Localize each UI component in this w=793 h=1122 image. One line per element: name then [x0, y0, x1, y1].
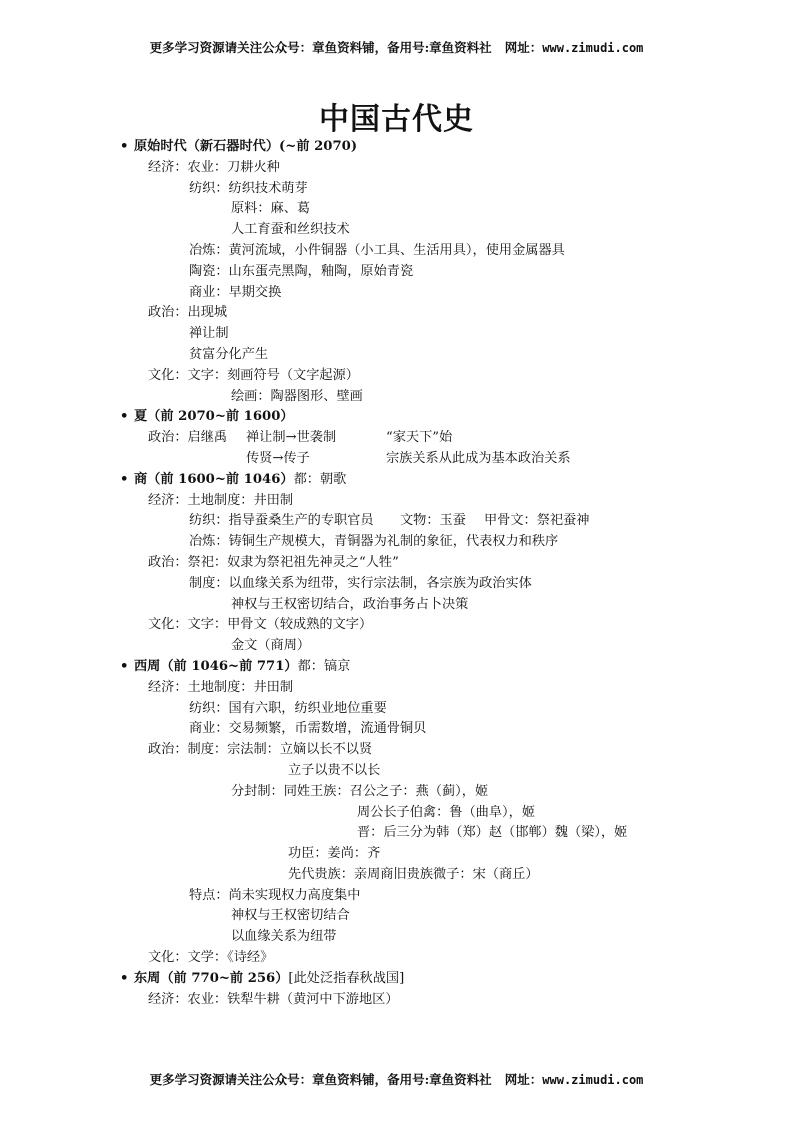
bullet-icon: • [120, 409, 129, 425]
bullet-icon: • [120, 970, 129, 986]
outline-line [0, 615, 793, 636]
outline-line [0, 428, 793, 449]
outline-line [0, 782, 793, 803]
outline-line [0, 823, 793, 844]
outline-line [0, 678, 793, 699]
section-heading [0, 407, 793, 428]
outline-text: “家天下”始 [386, 430, 453, 446]
bottom-banner [0, 1070, 793, 1088]
outline-text: 分封制：同姓王族：召公之子：燕（蓟），姬 [231, 783, 489, 799]
outline-text: 陶瓷：山东蛋壳黑陶，釉陶，原始青瓷 [189, 263, 414, 279]
outline-line [0, 740, 793, 761]
outline-text: 文化：文字：刻画符号（文字起源） [148, 367, 359, 383]
bullet-icon: • [120, 658, 129, 674]
outline-text: 原料：麻、葛 [231, 201, 311, 217]
outline-text: 经济：农业：刀耕火种 [148, 159, 280, 175]
outline-line [0, 283, 793, 304]
outline-text: 纺织：纺织技术萌芽 [189, 180, 308, 196]
section-heading [0, 470, 793, 491]
outline-text: 文化：文学：《诗经》 [148, 950, 274, 966]
section-heading-text: 商（前 1600~前 1046）都：朝歌 [134, 471, 347, 487]
outline-text: 周公长子伯禽：鲁（曲阜），姬 [357, 804, 536, 820]
outline-line [0, 990, 793, 1011]
outline-line [0, 199, 793, 220]
outline-text: 商业：交易频繁，币需数增，流通骨铜贝 [189, 721, 427, 737]
outline-line [0, 927, 793, 948]
outline-text: 冶炼：铸铜生产规模大，青铜器为礼制的象征，代表权力和秩序 [189, 534, 559, 550]
outline-text: 宗族关系从此成为基本政治关系 [386, 450, 571, 466]
outline-line [0, 345, 793, 366]
outline-line [0, 844, 793, 865]
outline-text: 先代贵族：亲周商旧贵族微子：宋（商丘） [288, 866, 539, 882]
outline-text: 立子以贵不以长 [288, 762, 381, 778]
outline-content [0, 137, 793, 1010]
outline-line [0, 595, 793, 616]
outline-text: 经济：土地制度：井田制 [148, 492, 294, 508]
outline-line [0, 699, 793, 720]
outline-text: 传贤→传子 [246, 450, 310, 466]
section-heading-note: 都：镐京 [297, 658, 351, 674]
section-heading-text: 夏（前 2070~前 1600） [134, 409, 294, 425]
outline-line [0, 158, 793, 179]
section-heading-note: 都：朝歌 [293, 471, 347, 487]
outline-line [0, 719, 793, 740]
outline-line [0, 324, 793, 345]
outline-line [0, 761, 793, 782]
outline-line [0, 553, 793, 574]
outline-line [0, 574, 793, 595]
outline-text: 绘画：陶器图形、壁画 [231, 388, 363, 404]
outline-text: 神权与王权密切结合 [231, 908, 350, 924]
outline-text: 政治：制度：宗法制：立嫡以长不以贤 [148, 742, 373, 758]
outline-text: 文物：玉蚕 [400, 513, 466, 529]
outline-text: 特点：尚未实现权力高度集中 [189, 887, 361, 903]
section-heading [0, 657, 793, 678]
outline-line [0, 449, 793, 470]
outline-text: 功臣：姜尚：齐 [288, 846, 381, 862]
outline-text: 神权与王权密切结合，政治事务占卜决策 [231, 596, 469, 612]
outline-text: 禅让制 [189, 326, 229, 342]
section-heading-text: 西周（前 1046~前 771）都：镐京 [134, 658, 351, 674]
outline-text: 纺织：指导蚕桑生产的专职官员 [189, 513, 374, 529]
outline-text: 冶炼：黄河流域，小件铜器（小工具、生活用具），使用金属器具 [189, 242, 565, 258]
outline-text: 甲骨文：祭祀蚕神 [484, 513, 590, 529]
outline-text: 经济：农业：铁犁牛耕（黄河中下游地区） [148, 991, 399, 1007]
outline-line [0, 241, 793, 262]
section-heading-note: [此处泛指春秋战国] [288, 970, 405, 986]
bullet-icon: • [120, 471, 129, 487]
outline-line [0, 387, 793, 408]
outline-text: 商业：早期交换 [189, 284, 282, 300]
banner-url-label: 网址： [504, 40, 543, 55]
bullet-icon: • [120, 139, 129, 154]
top-banner [0, 38, 793, 56]
outline-text: 政治：出现城 [148, 305, 228, 321]
banner-text: 更多学习资源请关注公众号：章鱼资料铺，备用号:章鱼资料社 [149, 1072, 492, 1087]
outline-text: 制度：以血缘关系为纽带，实行宗法制，各宗族为政治实体 [189, 575, 532, 591]
outline-line [0, 220, 793, 241]
outline-line [0, 865, 793, 886]
outline-line [0, 803, 793, 824]
outline-text: 经济：土地制度：井田制 [148, 679, 294, 695]
outline-line [0, 511, 793, 532]
outline-text: 人工育蚕和丝织技术 [231, 222, 350, 238]
outline-text: 晋：后三分为韩（郑）赵（邯郸）魏（梁），姬 [357, 825, 628, 841]
section-heading-text: 原始时代（新石器时代）(~前 2070) [134, 139, 358, 154]
banner-url-label: 网址： [504, 1072, 543, 1087]
outline-line [0, 532, 793, 553]
banner-text: 更多学习资源请关注公众号：章鱼资料铺，备用号:章鱼资料社 [149, 40, 492, 55]
banner-url-link[interactable]: www.zimudi.com [542, 1073, 644, 1087]
outline-text: 以血缘关系为纽带 [231, 929, 337, 945]
outline-text: 政治：祭祀：奴隶为祭祀祖先神灵之“人牲” [148, 554, 399, 570]
outline-text: 禅让制→世袭制 [246, 430, 337, 446]
banner-url-link[interactable]: www.zimudi.com [542, 41, 644, 55]
outline-text: 文化：文字：甲骨文（较成熟的文字） [148, 617, 373, 633]
outline-line [0, 491, 793, 512]
section-heading [0, 969, 793, 990]
outline-line [0, 262, 793, 283]
outline-text: 贫富分化产生 [189, 346, 269, 362]
outline-line [0, 179, 793, 200]
outline-line [0, 948, 793, 969]
outline-line [0, 906, 793, 927]
outline-line [0, 366, 793, 387]
outline-text: 金文（商周） [231, 638, 311, 654]
outline-line [0, 303, 793, 324]
outline-text: 纺织：国有六职，纺织业地位重要 [189, 700, 387, 716]
outline-text: 政治：启继禹 [148, 430, 228, 446]
document-title: 中国古代史 [319, 102, 474, 137]
outline-line [0, 636, 793, 657]
outline-line [0, 886, 793, 907]
section-heading-text: 东周（前 770~前 256）[此处泛指春秋战国] [134, 970, 405, 986]
section-heading [0, 137, 793, 158]
